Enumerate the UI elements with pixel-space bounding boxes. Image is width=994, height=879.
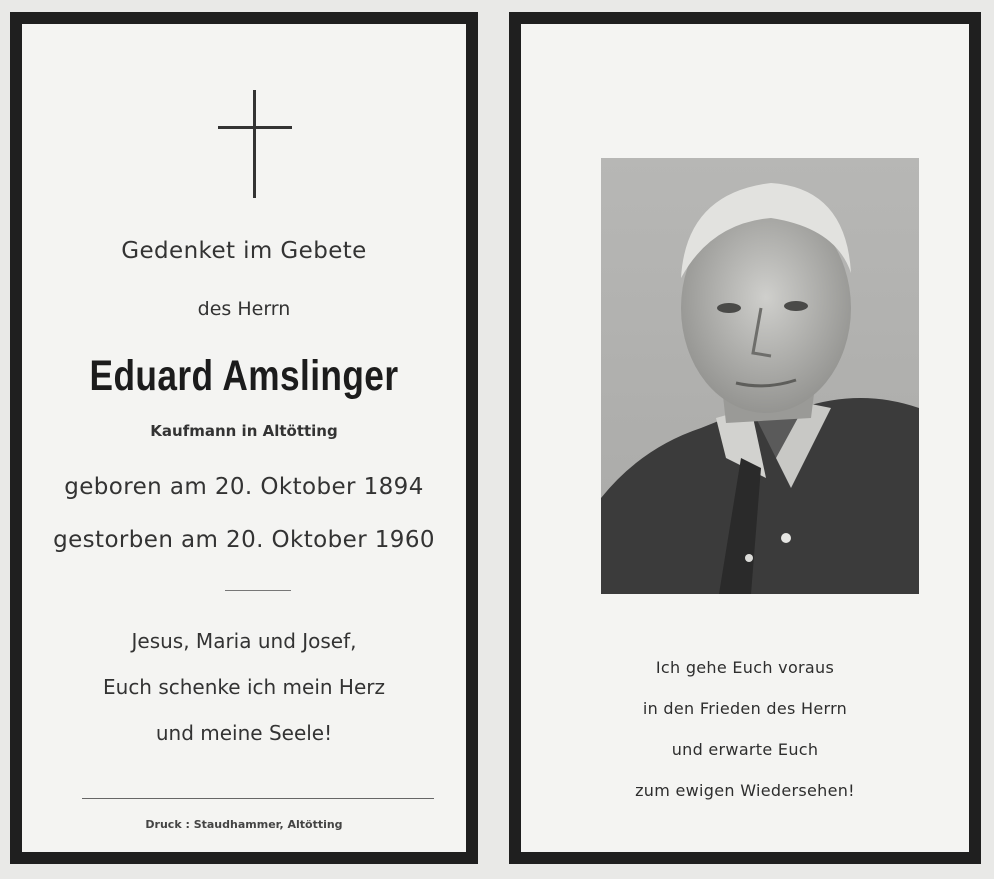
printer-credit: Druck : Staudhammer, Altötting [145, 818, 343, 831]
portrait-illustration [601, 158, 919, 594]
footer-divider [82, 798, 434, 799]
divider [225, 590, 291, 591]
death-date: gestorben am 20. Oktober 1960 [53, 527, 435, 553]
deceased-name: Eduard Amslinger [89, 352, 399, 400]
portrait-photo [601, 158, 919, 594]
birth-date: geboren am 20. Oktober 1894 [64, 474, 424, 500]
prayer-line-3: und meine Seele! [155, 721, 333, 745]
cross-icon-bar [218, 126, 292, 129]
quote-line-3: und erwarte Euch [671, 740, 819, 759]
heading: Gedenket im Gebete [121, 238, 367, 264]
occupation: Kaufmann in Altötting [150, 422, 338, 440]
quote-line-4: zum ewigen Wiedersehen! [635, 781, 855, 800]
salutation: des Herrn [197, 298, 291, 320]
prayer-line-1: Jesus, Maria und Josef, [131, 629, 357, 653]
prayer-line-2: Euch schenke ich mein Herz [103, 675, 385, 699]
cross-icon [253, 90, 256, 198]
memorial-card-right [509, 12, 981, 864]
quote-line-1: Ich gehe Euch voraus [655, 658, 835, 677]
quote-line-2: in den Frieden des Herrn [642, 699, 848, 718]
memorial-card-left [10, 12, 478, 864]
